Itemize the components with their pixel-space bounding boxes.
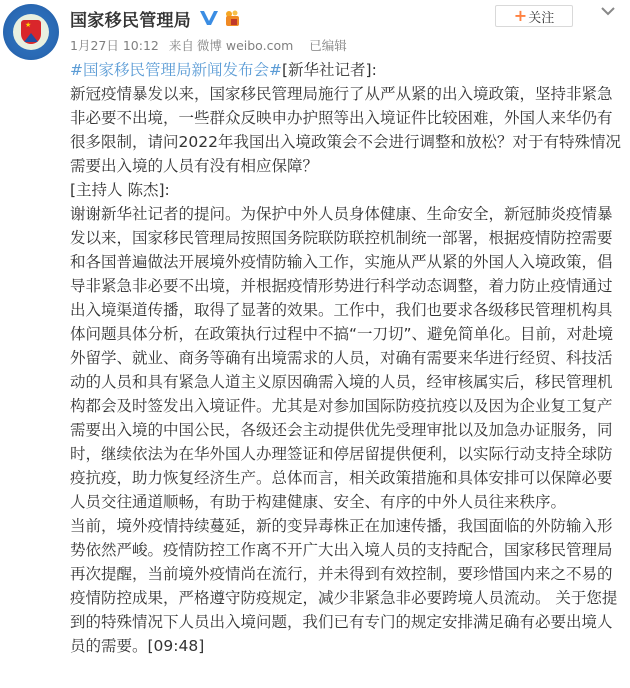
hashtag-link[interactable]: #国家移民管理局新闻发布会# <box>70 61 282 79</box>
post-content <box>70 58 622 658</box>
post-time[interactable]: 10:12 <box>122 38 159 53</box>
speaker-label: [主持人 陈杰]: <box>70 181 170 199</box>
emblem-icon <box>13 14 49 50</box>
verified-icon <box>199 9 219 27</box>
paragraph-text: 新冠疫情暴发以来，国家移民管理局施行了从严从紧的出入境政策，坚持非紧急非必要不出境，一些群众反映申办护照等出入境证件比较困难，外国人来华仍有很多限制，请问2022年我国出入境政策会不会进行调整和放松？对于有特殊情况需要出入境的人员有没有相应保障？ <box>70 85 621 175</box>
source-prefix: 来自 <box>168 38 194 53</box>
paragraph-text: 谢谢新华社记者的提问。为保护中外人员身体健康、生命安全，新冠肺炎疫情暴发以来，国家移民管理局按照国务院联防联控机制统一部署，根据疫情防控需要和各国普遍做法开展境外疫情防输入工作，实施从严从紧的外国人入境政策，倡导非紧急非必要不出境，并根据疫情形势进行科学动态调整，着力防止疫情通过出入境渠道传播，取得了显著的效果。工作中，我们也要求各级移民管理机构具体问题具体分析，在政策执行过程中不搞“一刀切”、避免简单化。目前，对赴境外留学、就业、商务等确有出境需求的人员，对确有需要来华进行经贸、科技活动的人员和具有紧急人道主义原因确需入境的人员，经审核属实后，移民管理机构都会及时签发出入境证件。尤其是对参加国际防疫抗疫以及因为企业复工复产需要出入境的中国公民，各级还会主动提供优先受理审批以及加急办证服务，同时，继续依法为在华外国人办理签证和停居留提供便利，以实际行动支持全球防疫抗疫，助力恢复经济生产。总体而言，相关政策措施和具体安排可以保障必要人员交往通道顺畅，有助于构建健康、安全、有序的中外人员往来秩序。 <box>70 205 614 511</box>
member-badge-icon[interactable] <box>223 9 241 27</box>
follow-button[interactable] <box>495 5 573 27</box>
post-meta <box>70 36 353 54</box>
avatar[interactable] <box>3 4 59 60</box>
plus-icon: + <box>513 6 528 25</box>
post-date[interactable]: 1月27日 <box>70 38 119 53</box>
shield-icon: ★ <box>21 20 41 44</box>
source-link[interactable]: 微博 weibo.com <box>196 38 294 53</box>
chevron-down-icon[interactable] <box>601 6 615 16</box>
paragraph-text: 当前，境外疫情持续蔓延，新的变异毒株正在加速传播，我国面临的外防输入形势依然严峻。疫情防控工作离不开广大出入境人员的支持配合，国家移民管理局再次提醒，当前境外疫情尚在流行，并未得到有效控制，要珍惜国内来之不易的疫情防控成果，严格遵守防疫规定，减少非紧急非必要跨境人员流动。 关于您提到的特殊情况下人员出入境问题，我们已有专门的规定安排满足确有必要出境人员的需要。[09:48] <box>70 517 618 655</box>
edited-label[interactable]: 已编辑 <box>309 38 347 53</box>
author-row <box>70 5 241 31</box>
author-name[interactable]: 国家移民管理局 <box>70 10 192 31</box>
paragraph-question <box>70 58 622 178</box>
speaker-label: [新华社记者]: <box>281 61 377 79</box>
follow-label: 关注 <box>528 10 555 26</box>
paragraph-answer <box>70 178 622 514</box>
paragraph-answer-continued <box>70 514 622 658</box>
